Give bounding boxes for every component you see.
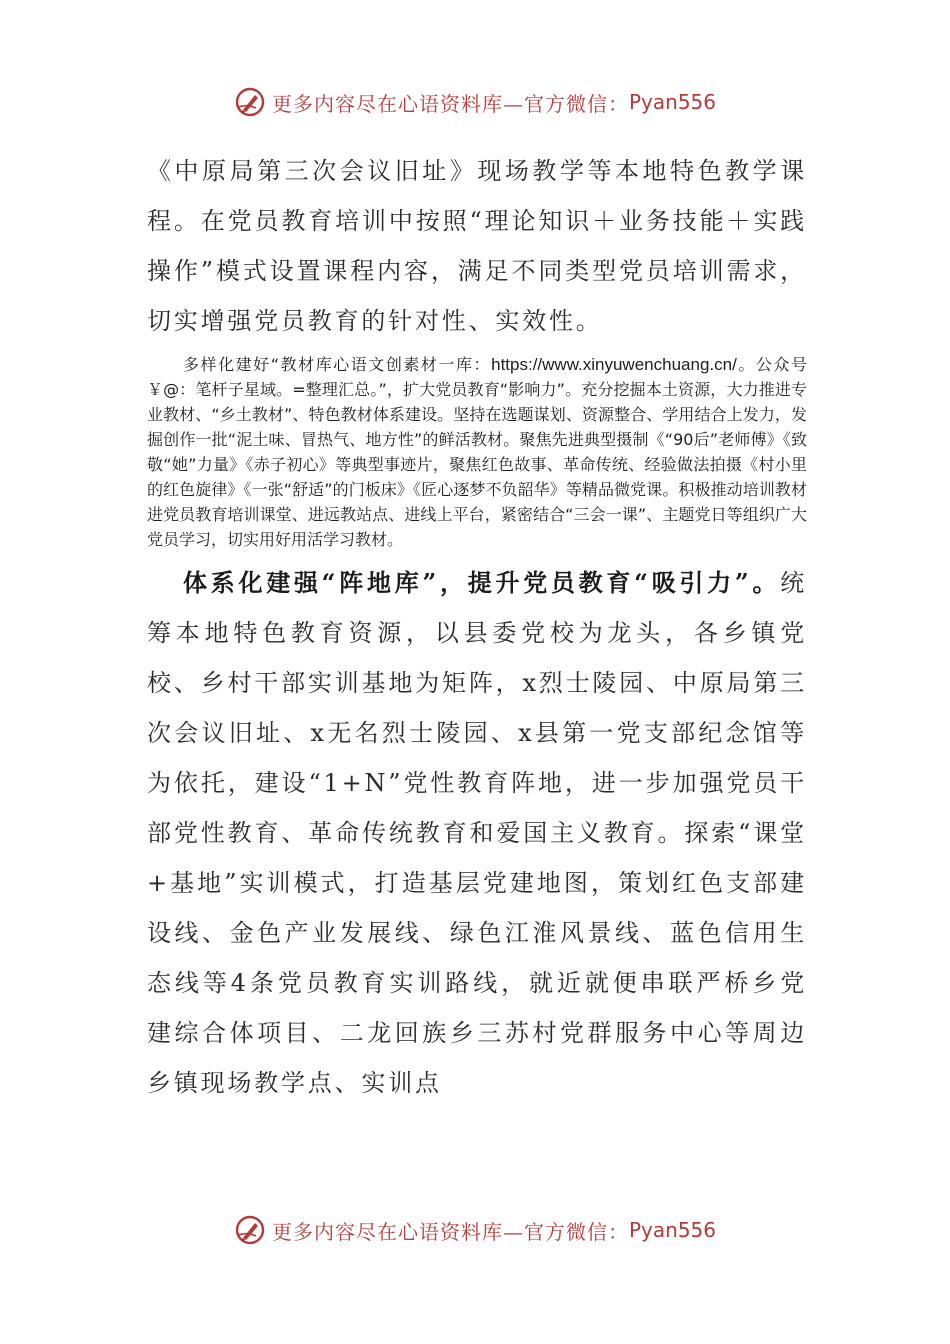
insert-prefix: 多样化建好“教材库心语文创素材一库：: [183, 355, 492, 374]
paragraph-continuation: 《中原局第三次会议旧址》现场教学等本地特色教学课程。在党员教育培训中按照“理论知识＋业务技能＋实践操作”模式设置课程内容，满足不同类型党员培训需求，切实增强党员教育的针对性、实效性。: [147, 157, 807, 335]
header-banner: [0, 82, 950, 122]
pen-logo-icon: [234, 1214, 266, 1246]
banner-text: 更多内容尽在心语资料库—官方微信：: [271, 91, 629, 116]
banner-wechat-id: Pyan556: [628, 1218, 716, 1242]
insert-paragraph: [147, 352, 807, 552]
insert-url: https://www.xinyuwenchuang.cn/: [491, 355, 737, 374]
document-body: [147, 146, 807, 1108]
section-paragraph: [147, 558, 807, 1108]
section-body: 统筹本地特色教育资源，以县委党校为龙头，各乡镇党校、乡村干部实训基地为矩阵，x烈士陵园、中原局第三次会议旧址、x无名烈士陵园、x县第一党支部纪念馆等为依托，建设“1+N”党性教育阵地，进一步加强党员干部党性教育、革命传统教育和爱国主义教育。探索“课堂+基地”实训模式，打造基层党建地图，策划红色支部建设线、金色产业发展线、绿色江淮风景线、蓝色信用生态线等4条党员教育实训路线，就近就便串联严桥乡党建综合体项目、二龙回族乡三苏村党群服务中心等周边乡镇现场教学点、实训点: [147, 569, 807, 1097]
banner-wechat-id: Pyan556: [628, 90, 716, 114]
section-heading: 体系化建强“阵地库”，提升党员教育“吸引力”。: [183, 568, 781, 597]
footer-banner: [0, 1210, 950, 1250]
insert-rest: 。公众号￥@：笔杆子星域。=整理汇总。”，扩大党员教育“影响力”。充分挖掘本土资源，大力推进专业教材、“乡土教材”、特色教材体系建设。坚持在选题谋划、资源整合、学用结合上发力，发掘创作一批“泥土味、冒热气、地方性”的鲜活教材。聚焦先进典型摄制《“90后”老师傅》《致敬“她”力量》《赤子初心》等典型事迹片，聚焦红色故事、革命传统、经验做法拍摄《村小里的红色旋律》《一张“舒适”的门板床》《匠心逐梦不负韶华》等精品微党课。积极推动培训教材进党员教育培训课堂、进远教站点、进线上平台，紧密结合“三会一课”、主题党日等组织广大党员学习，切实用好用活学习教材。: [147, 355, 807, 549]
pen-logo-icon: [234, 86, 266, 118]
banner-text: 更多内容尽在心语资料库—官方微信：: [271, 1219, 629, 1244]
